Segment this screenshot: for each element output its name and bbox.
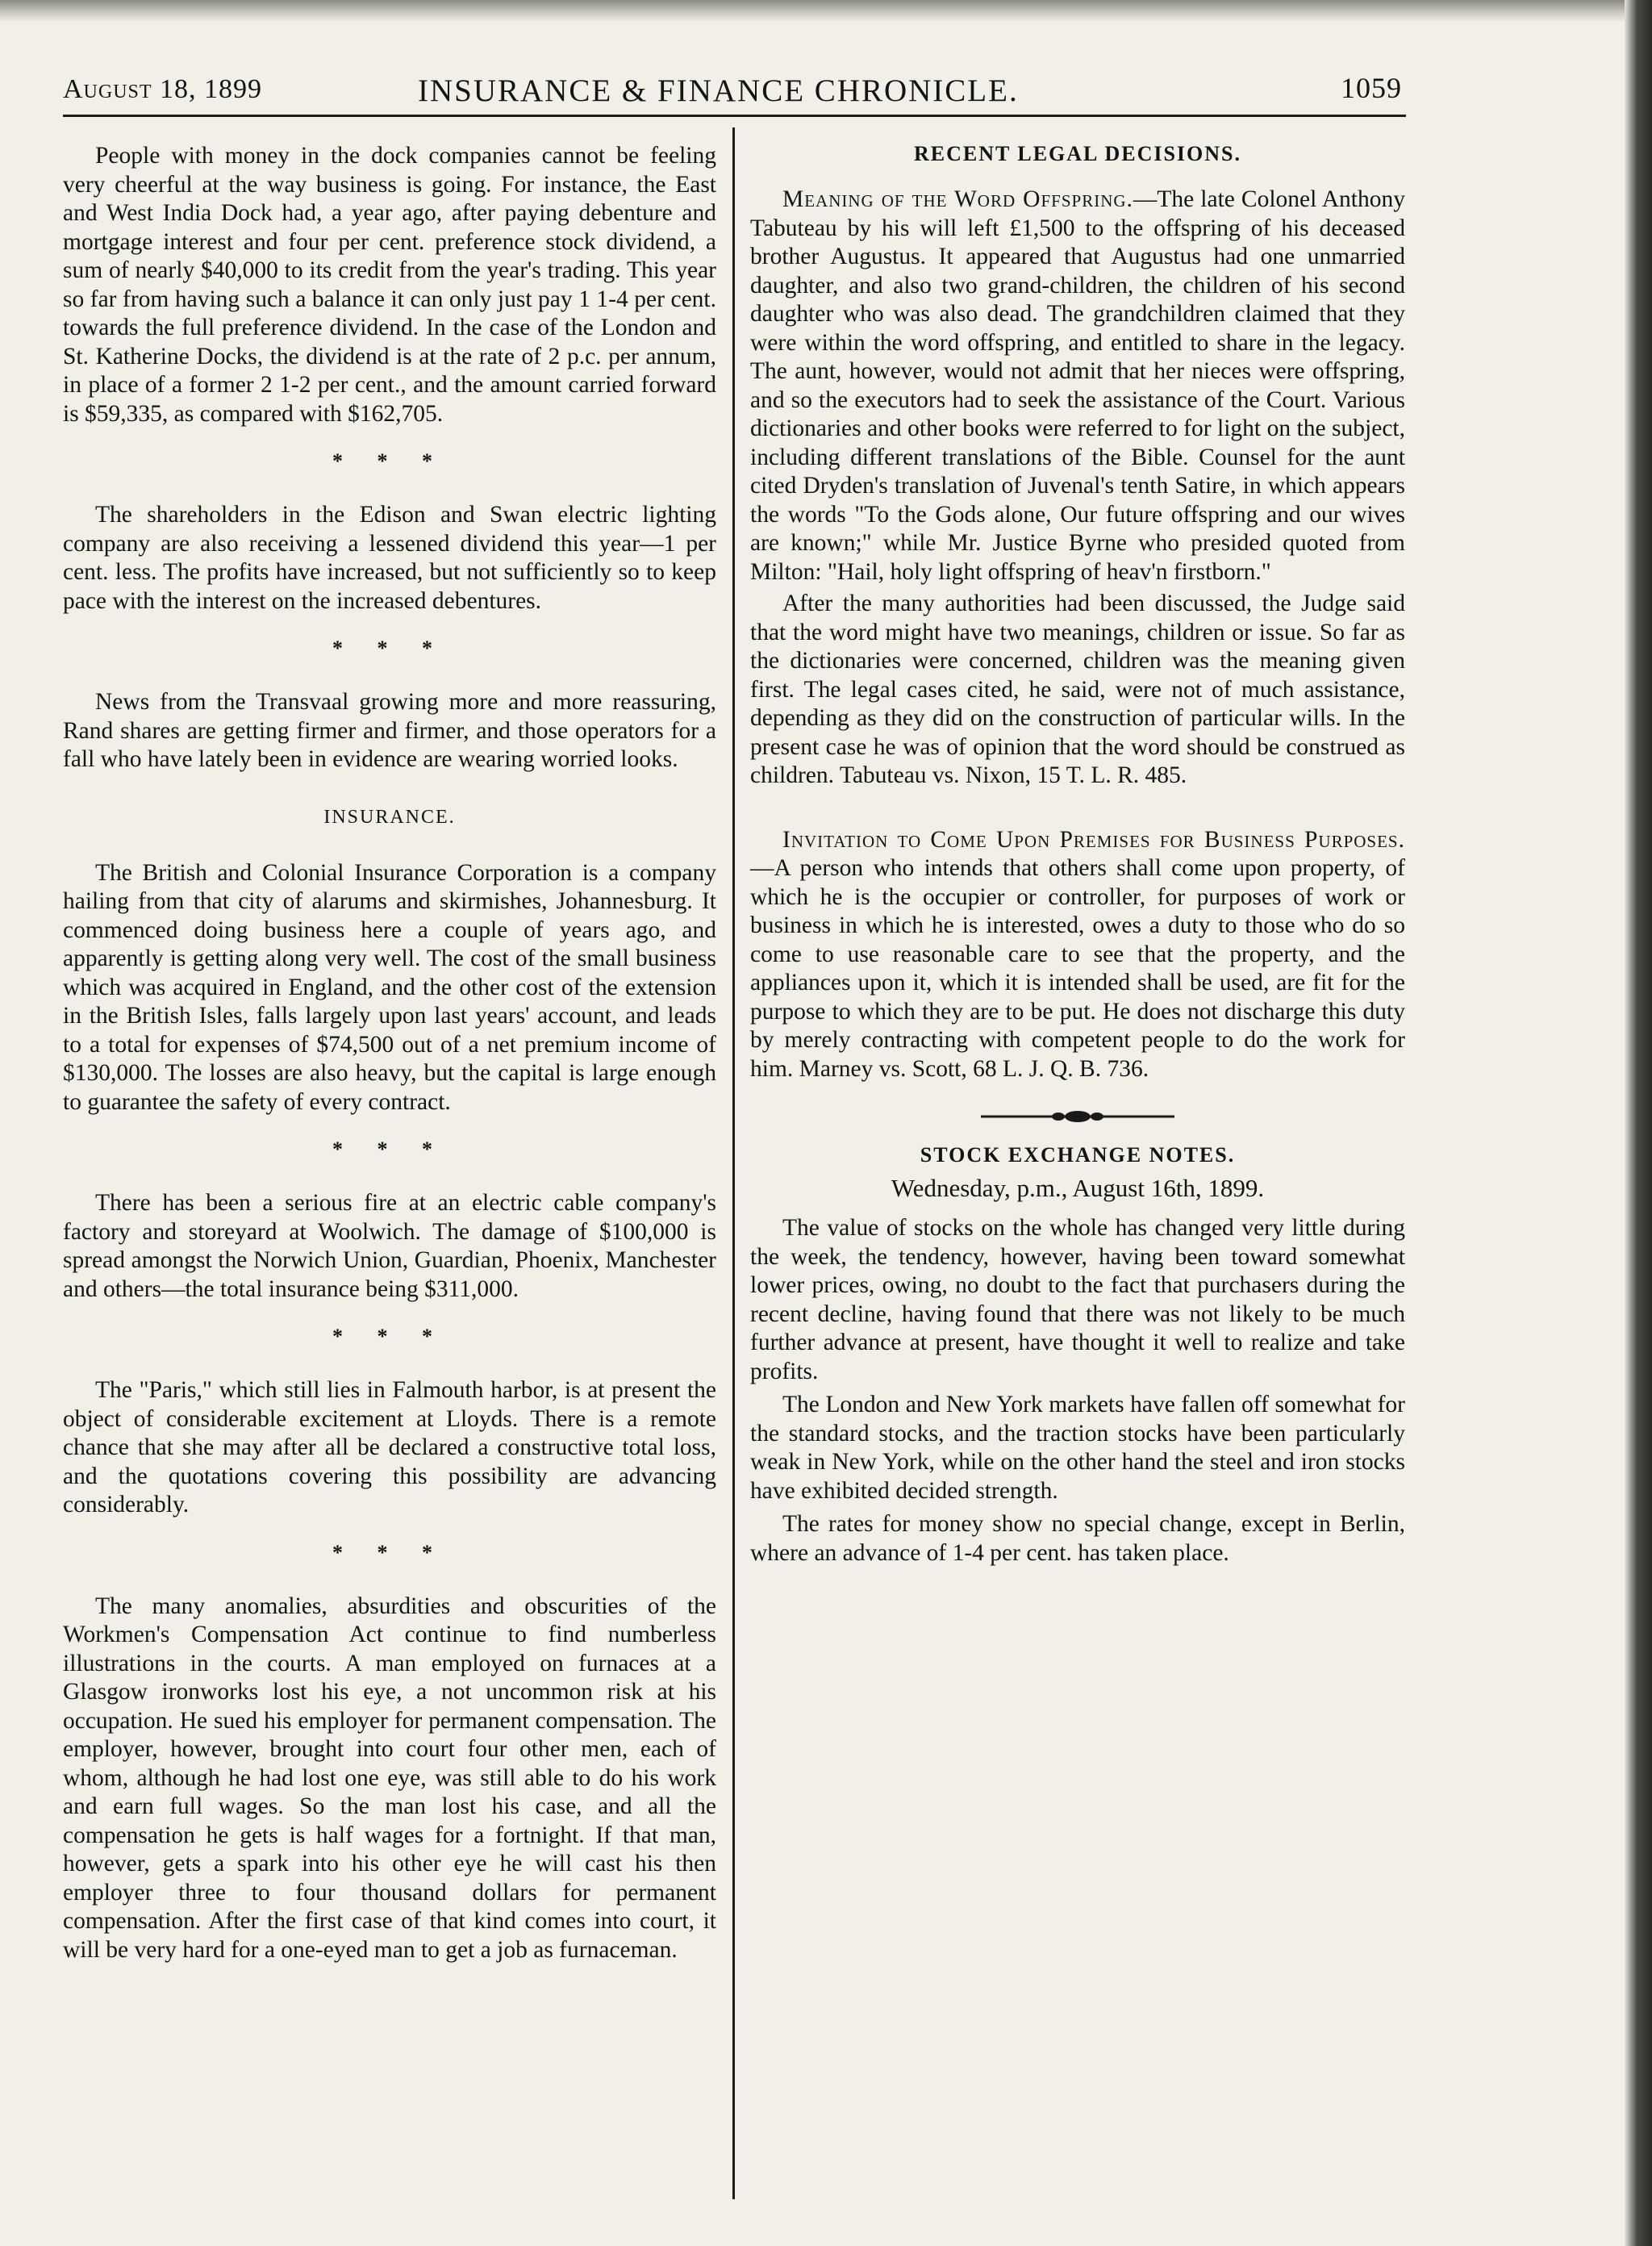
publication-title: INSURANCE & FINANCE CHRONICLE. (418, 73, 1019, 108)
offspring-case-text: —The late Colonel Anthony Tabuteau by his will left £1,500 to the offspring of his deceased brother Augustus. It appeared that Augustus had one unmarried daughter, and also two grand-children, the children of his second daughter who was also dead. The grandchildren claimed that they were within the word offspring, and entitled to share in the legacy. The aunt, however, would not admit that her nieces were offspring, and so the executors had to seek the assistance of the Court. Various dictionaries and other books were referred to for light on the subject, including different translations of the Bible. Counsel for the aunt cited Dryden's translation of Juvenal's tenth Satire, in which appears the words "To the Gods alone, Our future offspring and our wives are known;" while Mr. Justice Byrne who presided quoted from Milton: "Hail, holy light offspring of heav'n firstborn." (750, 186, 1405, 585)
binding-spine (1625, 0, 1652, 2246)
workmens-compensation-paragraph: The many anomalies, absurdities and obscurities of the Workmen's Compensation Act continue to find numberless illustrations in the courts. A man employed on furnaces at a Glasgow ironworks lost his eye, a not uncommon risk at his occupation. He sued his employer for permanent compensation. The employer, however, brought into court four other men, each of whom, although he had lost one eye, was still able to do his work and earn full wages. So the man lost his case, and all the compensation he gets is half wages for a fortnight. If that man, however, gets a spark into his other eye he will cast his then employer three to four thousand dollars for permanent compensation. After the first case of that kind comes into court, it will be very hard for a one-eyed man to get a job as furnaceman. (63, 1593, 716, 1963)
page-top-edge (0, 0, 1652, 23)
british-colonial-paragraph: The British and Colonial Insurance Corporation is a company hailing from that city of alarums and skirmishes, Johannesburg. It commenced doing business here a couple of years ago, and apparently is getting along very well. The cost of the small business which was acquired in England, and the other cost of the extension in the British Isles, falls largely upon last years' account, and leads to a total for expenses of $74,500 out of a net premium income of $130,000. The losses are also heavy, but the capital is large enough to guarantee the safety of every contract. (63, 859, 716, 1115)
premises-case-paragraph (750, 826, 1405, 1084)
stock-values-paragraph: The value of stocks on the whole has changed very little during the week, the tendency, however, having been toward somewhat lower prices, owing, no doubt to the fact that purchasers during the recent decline, having found that there was not likely to be much further advance at present, have thought it well to realize and take profits. (750, 1215, 1405, 1384)
issue-date: August 18, 1899 (63, 74, 263, 104)
left-column (63, 142, 716, 1964)
separator-stars: * * * (332, 1138, 447, 1161)
separator-stars: * * * (332, 1325, 447, 1348)
section-ornament (981, 1108, 1174, 1125)
dock-companies-paragraph: People with money in the dock companies cannot be feeling very cheerful at the way business is going. For instance, the East and West India Dock had, a year ago, after paying debenture and mortgage interest and four per cent. preference stock dividend, a sum of nearly $40,000 to its credit from the year's trading. This year so far from having such a balance it can only just pay 1 1-4 per cent. towards the full preference dividend. In the case of the London and St. Katherine Docks, the dividend is at the rate of 2 p.c. per annum, in place of a former 2 1-2 per cent., and the amount carried forward is $59,335, as compared with $162,705. (63, 143, 716, 427)
edison-swan-paragraph: The shareholders in the Edison and Swan electric lighting company are also receiving a lessened dividend this year—1 per cent. less. The profits have increased, but not sufficiently so to keep pace with the interest on the increased debentures. (63, 502, 716, 614)
stock-exchange-heading: STOCK EXCHANGE NOTES. (920, 1143, 1236, 1167)
stock-markets-paragraph: The London and New York markets have fallen off somewhat for the standard stocks, and the traction stocks have been particularly weak in New York, while on the other hand the steel and iron stocks have exhibited decided strength. (750, 1392, 1405, 1504)
running-header (63, 74, 1402, 115)
premises-case-title: Invitation to Come Upon Premises for Business Purposes. (782, 826, 1405, 853)
offspring-judgment-paragraph: After the many authorities had been discussed, the Judge said that the word might have two meanings, children or issue. So far as the dictionaries were concerned, children was the meaning given first. The legal cases cited, he said, were not of much assistance, depending as they did on the construction of particular wills. In the present case he was of opinion that the word should be construed as children. Tabuteau vs. Nixon, 15 T. L. R. 485. (750, 591, 1405, 788)
separator-stars: * * * (332, 449, 447, 473)
separator-stars: * * * (332, 1540, 447, 1564)
transvaal-paragraph: News from the Transvaal growing more and more reassuring, Rand shares are getting firmer and firmer, and those operators for a fall who have lately been in evidence are wearing worried looks. (63, 689, 716, 772)
money-rates-paragraph: The rates for money show no special change, except in Berlin, where an advance of 1-4 per cent. has taken place. (750, 1511, 1405, 1566)
right-column (750, 142, 1405, 1568)
separator-stars: * * * (332, 637, 447, 660)
woolwich-fire-paragraph: There has been a serious fire at an electric cable company's factory and storeyard at Woolwich. The damage of $100,000 is spread amongst the Norwich Union, Guardian, Phoenix, Manchester and others—the total insurance being $311,000. (63, 1190, 716, 1302)
offspring-case-paragraph (750, 186, 1405, 587)
header-rule (63, 115, 1406, 117)
page-number: 1059 (1341, 72, 1402, 104)
stock-dateline: Wednesday, p.m., August 16th, 1899. (891, 1174, 1265, 1202)
offspring-case-title: Meaning of the Word Offspring. (782, 186, 1133, 212)
column-divider (732, 127, 735, 2199)
premises-case-text: —A person who intends that others shall come upon property, of which he is the occupier or controller, for purposes of work or business in which he is interested, owes a duty to those who do so come to use reasonable care to see that the property, and the appliances upon it, which it is intended shall be used, are fit for the purpose to which they are to be put. He does not discharge this duty by merely contracting with competent people to do the work for him. Marney vs. Scott, 68 L. J. Q. B. 736. (750, 855, 1405, 1082)
insurance-heading: INSURANCE. (323, 806, 456, 828)
legal-decisions-heading: RECENT LEGAL DECISIONS. (913, 142, 1242, 165)
paris-ship-paragraph: The "Paris," which still lies in Falmouth harbor, is at present the object of considerable excitement at Lloyds. There is a remote chance that she may after all be declared a constructive total loss, and the quotations covering this possibility are advancing considerably. (63, 1377, 716, 1518)
